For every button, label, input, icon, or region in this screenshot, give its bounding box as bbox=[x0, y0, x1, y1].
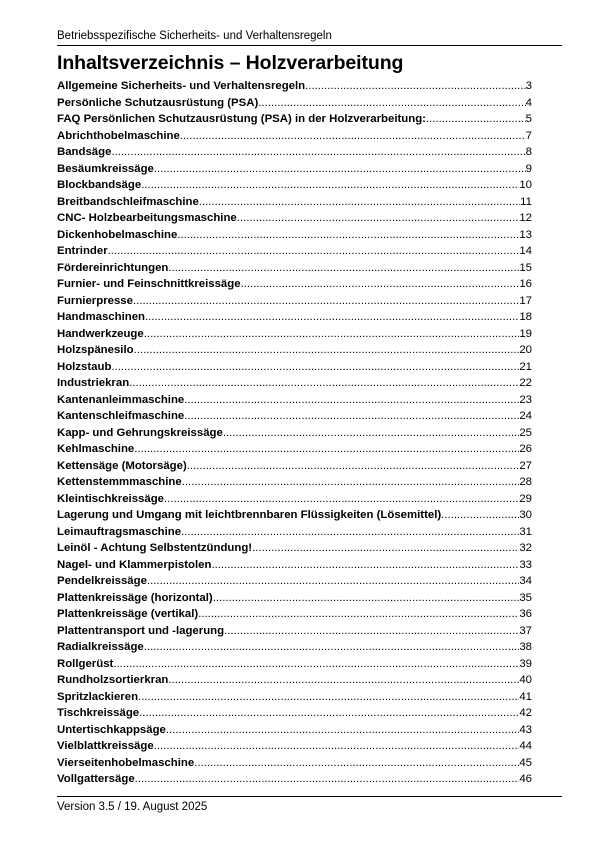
toc-entry-label: Kapp- und Gehrungskreissäge bbox=[57, 426, 223, 439]
toc-entry-label: Plattenkreissäge (vertikal) bbox=[57, 608, 199, 620]
toc-entry[interactable] bbox=[57, 245, 532, 262]
toc-entry-page-number: 19 bbox=[519, 327, 532, 340]
header-divider bbox=[57, 45, 562, 46]
toc-entry-page-number: 4 bbox=[525, 96, 532, 109]
toc-entry-label: Plattentransport und -lagerung bbox=[57, 624, 225, 637]
toc-dot-leader bbox=[154, 163, 526, 175]
toc-entry-page-number: 31 bbox=[519, 525, 532, 538]
toc-entry-label: Industriekran bbox=[57, 377, 130, 389]
toc-entry-label: Rollgerüst bbox=[57, 657, 114, 670]
toc-entry-label: Kleintischkreissäge bbox=[57, 492, 164, 505]
toc-dot-leader bbox=[187, 460, 520, 472]
toc-entry-label: Persönliche Schutzausrüstung (PSA) bbox=[57, 96, 259, 109]
toc-entry-page-number: 13 bbox=[519, 228, 532, 241]
toc-entry-label: Breitbandschleifmaschine bbox=[57, 195, 199, 208]
toc-dot-leader bbox=[182, 476, 520, 488]
toc-entry-page-number: 41 bbox=[519, 690, 532, 703]
toc-entry-page-number: 20 bbox=[519, 344, 532, 356]
toc-entry[interactable] bbox=[57, 97, 532, 114]
toc-entry-page-number: 46 bbox=[519, 773, 532, 785]
toc-entry[interactable] bbox=[57, 575, 532, 592]
toc-dot-leader bbox=[138, 691, 519, 703]
toc-entry-page-number: 27 bbox=[519, 459, 532, 472]
toc-entry-label: Holzspänesilo bbox=[57, 344, 134, 356]
toc-entry-page-number: 18 bbox=[519, 311, 532, 323]
toc-entry-label: Vollgattersäge bbox=[57, 773, 135, 785]
toc-entry[interactable] bbox=[57, 493, 532, 510]
toc-entry-page-number: 3 bbox=[525, 80, 532, 92]
toc-entry-page-number: 39 bbox=[519, 657, 532, 670]
toc-entry-page-number: 8 bbox=[525, 146, 532, 158]
toc-entry[interactable] bbox=[57, 542, 532, 559]
toc-entry-page-number: 45 bbox=[519, 756, 532, 769]
toc-dot-leader bbox=[211, 559, 519, 571]
toc-dot-leader bbox=[113, 658, 519, 670]
toc-entry[interactable] bbox=[57, 740, 532, 757]
toc-entry-page-number: 10 bbox=[519, 179, 532, 191]
toc-entry[interactable] bbox=[57, 509, 532, 526]
toc-dot-leader bbox=[213, 592, 520, 604]
toc-entry-label: Kettenstemmmaschine bbox=[57, 476, 182, 488]
toc-entry[interactable] bbox=[57, 311, 532, 328]
toc-dot-leader bbox=[144, 641, 520, 653]
toc-dot-leader bbox=[108, 245, 520, 257]
toc-entry[interactable] bbox=[57, 526, 532, 543]
toc-entry-label: Blockbandsäge bbox=[57, 179, 142, 191]
toc-dot-leader bbox=[198, 608, 519, 620]
toc-dot-leader bbox=[168, 262, 519, 274]
toc-dot-leader bbox=[184, 394, 519, 406]
toc-dot-leader bbox=[441, 509, 519, 521]
toc-dot-leader bbox=[139, 707, 519, 719]
toc-entry[interactable] bbox=[57, 377, 532, 394]
toc-entry[interactable] bbox=[57, 394, 532, 411]
toc-entry-label: Fördereinrichtungen bbox=[57, 261, 169, 274]
toc-entry[interactable] bbox=[57, 707, 532, 724]
toc-entry-label: Kantenanleimmaschine bbox=[57, 393, 185, 406]
toc-entry[interactable] bbox=[57, 344, 532, 361]
toc-dot-leader bbox=[199, 196, 520, 208]
toc-entry[interactable] bbox=[57, 361, 532, 378]
toc-entry-page-number: 23 bbox=[519, 393, 532, 406]
toc-dot-leader bbox=[305, 80, 526, 92]
toc-entry-page-number: 25 bbox=[519, 426, 532, 439]
toc-entry-label: Furnierpresse bbox=[57, 294, 133, 307]
toc-entry[interactable] bbox=[57, 592, 532, 609]
toc-dot-leader bbox=[194, 757, 519, 769]
toc-dot-leader bbox=[147, 575, 519, 587]
toc-dot-leader bbox=[164, 493, 519, 505]
footer-divider bbox=[57, 796, 562, 797]
toc-entry-page-number: 30 bbox=[519, 509, 532, 521]
toc-dot-leader bbox=[135, 773, 520, 785]
toc-entry-label: Lagerung und Umgang mit leichtbrennbaren Flüssigkeiten (Lösemittel) bbox=[57, 509, 442, 521]
page-title: Inhaltsverzeichnis – Holzverarbeitung bbox=[57, 52, 404, 74]
toc-entry-page-number: 12 bbox=[519, 212, 532, 224]
toc-entry-label: Kettensäge (Motorsäge) bbox=[57, 459, 187, 472]
toc-entry-page-number: 21 bbox=[519, 360, 532, 373]
toc-entry-label: Kantenschleifmaschine bbox=[57, 410, 185, 422]
toc-dot-leader bbox=[134, 344, 520, 356]
toc-entry-label: Leinöl - Achtung Selbstentzündung! bbox=[57, 542, 253, 554]
toc-dot-leader bbox=[223, 427, 519, 439]
toc-entry[interactable] bbox=[57, 212, 532, 229]
toc-entry[interactable] bbox=[57, 262, 532, 279]
toc-dot-leader bbox=[177, 229, 519, 241]
toc-dot-leader bbox=[129, 377, 519, 389]
toc-entry-label: Holzstaub bbox=[57, 360, 112, 373]
toc-entry[interactable] bbox=[57, 559, 532, 576]
toc-entry-page-number: 42 bbox=[519, 707, 532, 719]
toc-entry-page-number: 38 bbox=[519, 641, 532, 653]
toc-entry[interactable] bbox=[57, 113, 532, 130]
toc-entry-page-number: 7 bbox=[525, 129, 532, 142]
toc-entry[interactable] bbox=[57, 278, 532, 295]
toc-entry-label: Tischkreissäge bbox=[57, 707, 140, 719]
toc-entry[interactable] bbox=[57, 130, 532, 147]
toc-entry-label: Furnier- und Feinschnittkreissäge bbox=[57, 278, 241, 290]
toc-entry[interactable] bbox=[57, 724, 532, 741]
toc-entry[interactable] bbox=[57, 443, 532, 460]
toc-entry-page-number: 34 bbox=[519, 575, 532, 587]
toc-entry-label: Vielblattkreissäge bbox=[57, 740, 154, 752]
toc-entry[interactable] bbox=[57, 773, 532, 790]
toc-entry-page-number: 14 bbox=[519, 245, 532, 257]
toc-entry-label: Bandsäge bbox=[57, 146, 112, 158]
toc-dot-leader bbox=[144, 328, 520, 340]
toc-entry[interactable] bbox=[57, 295, 532, 312]
toc-entry-page-number: 15 bbox=[519, 261, 532, 274]
toc-dot-leader bbox=[426, 113, 526, 125]
toc-entry-page-number: 35 bbox=[519, 591, 532, 604]
toc-entry-label: Handwerkzeuge bbox=[57, 327, 144, 340]
toc-entry-label: Plattenkreissäge (horizontal) bbox=[57, 591, 213, 604]
toc-dot-leader bbox=[224, 625, 519, 637]
toc-dot-leader bbox=[237, 212, 520, 224]
toc-entry-label: Untertischkappsäge bbox=[57, 723, 166, 736]
toc-entry-label: Pendelkreissäge bbox=[57, 575, 147, 587]
toc-entry[interactable] bbox=[57, 328, 532, 345]
toc-dot-leader bbox=[252, 542, 519, 554]
toc-entry[interactable] bbox=[57, 179, 532, 196]
toc-entry[interactable] bbox=[57, 476, 532, 493]
toc-entry-label: Handmaschinen bbox=[57, 311, 145, 323]
toc-entry-page-number: 36 bbox=[519, 608, 532, 620]
toc-dot-leader bbox=[154, 740, 520, 752]
toc-entry-page-number: 32 bbox=[519, 542, 532, 554]
toc-entry-page-number: 9 bbox=[525, 162, 532, 175]
toc-entry-page-number: 33 bbox=[519, 558, 532, 571]
toc-entry-label: Besäumkreissäge bbox=[57, 162, 154, 175]
toc-entry[interactable] bbox=[57, 691, 532, 708]
toc-entry[interactable] bbox=[57, 674, 532, 691]
toc-entry-page-number: 17 bbox=[519, 294, 532, 307]
toc-entry-label: Leimauftragsmaschine bbox=[57, 525, 182, 538]
toc-dot-leader bbox=[258, 97, 525, 109]
toc-dot-leader bbox=[145, 311, 519, 323]
toc-dot-leader bbox=[133, 295, 519, 307]
toc-entry[interactable] bbox=[57, 757, 532, 774]
table-of-contents bbox=[57, 80, 532, 790]
toc-entry[interactable] bbox=[57, 146, 532, 163]
toc-dot-leader bbox=[111, 361, 519, 373]
toc-entry-label: Abrichthobelmaschine bbox=[57, 129, 180, 142]
toc-entry-page-number: 29 bbox=[519, 492, 532, 505]
toc-dot-leader bbox=[141, 179, 519, 191]
toc-entry-label: CNC- Holzbearbeitungsmaschine bbox=[57, 212, 237, 224]
toc-entry-label: Spritzlackieren bbox=[57, 690, 139, 703]
toc-entry-label: Vierseitenhobelmaschine bbox=[57, 756, 195, 769]
toc-entry-page-number: 28 bbox=[519, 476, 532, 488]
toc-entry-label: FAQ Persönlichen Schutzausrüstung (PSA) in der Holzverarbeitung: bbox=[57, 113, 426, 125]
toc-entry[interactable] bbox=[57, 80, 532, 97]
toc-dot-leader bbox=[111, 146, 525, 158]
toc-entry-page-number: 40 bbox=[519, 674, 532, 686]
toc-entry-page-number: 44 bbox=[519, 740, 532, 752]
toc-dot-leader bbox=[184, 410, 519, 422]
toc-entry-page-number: 26 bbox=[519, 443, 532, 455]
toc-entry-page-number: 24 bbox=[519, 410, 532, 422]
toc-entry-label: Rundholzsortierkran bbox=[57, 674, 169, 686]
toc-entry[interactable] bbox=[57, 410, 532, 427]
toc-entry-page-number: 16 bbox=[519, 278, 532, 290]
toc-entry-label: Entrinder bbox=[57, 245, 108, 257]
toc-entry-label: Radialkreissäge bbox=[57, 641, 144, 653]
toc-dot-leader bbox=[166, 724, 519, 736]
toc-entry[interactable] bbox=[57, 229, 532, 246]
toc-entry[interactable] bbox=[57, 608, 532, 625]
toc-entry[interactable] bbox=[57, 460, 532, 477]
toc-dot-leader bbox=[134, 443, 519, 455]
toc-entry-label: Kehlmaschine bbox=[57, 443, 135, 455]
toc-entry[interactable] bbox=[57, 641, 532, 658]
toc-dot-leader bbox=[180, 130, 526, 142]
toc-dot-leader bbox=[181, 526, 519, 538]
toc-entry-label: Dickenhobelmaschine bbox=[57, 228, 178, 241]
toc-entry[interactable] bbox=[57, 196, 532, 213]
running-header: Betriebsspezifische Sicherheits- und Verhaltensregeln bbox=[57, 30, 332, 42]
toc-entry[interactable] bbox=[57, 658, 532, 675]
toc-entry[interactable] bbox=[57, 625, 532, 642]
toc-entry-page-number: 5 bbox=[525, 113, 532, 125]
version-footer: Version 3.5 / 19. August 2025 bbox=[57, 801, 208, 813]
toc-entry-label: Allgemeine Sicherheits- und Verhaltensregeln bbox=[57, 80, 306, 92]
toc-entry-label: Nagel- und Klammerpistolen bbox=[57, 558, 212, 571]
toc-dot-leader bbox=[168, 674, 519, 686]
toc-entry[interactable] bbox=[57, 427, 532, 444]
toc-entry-page-number: 43 bbox=[519, 723, 532, 736]
toc-entry-page-number: 37 bbox=[519, 624, 532, 637]
toc-entry-page-number: 22 bbox=[519, 377, 532, 389]
toc-dot-leader bbox=[241, 278, 520, 290]
toc-entry[interactable] bbox=[57, 163, 532, 180]
toc-entry-page-number: 11 bbox=[520, 195, 532, 208]
